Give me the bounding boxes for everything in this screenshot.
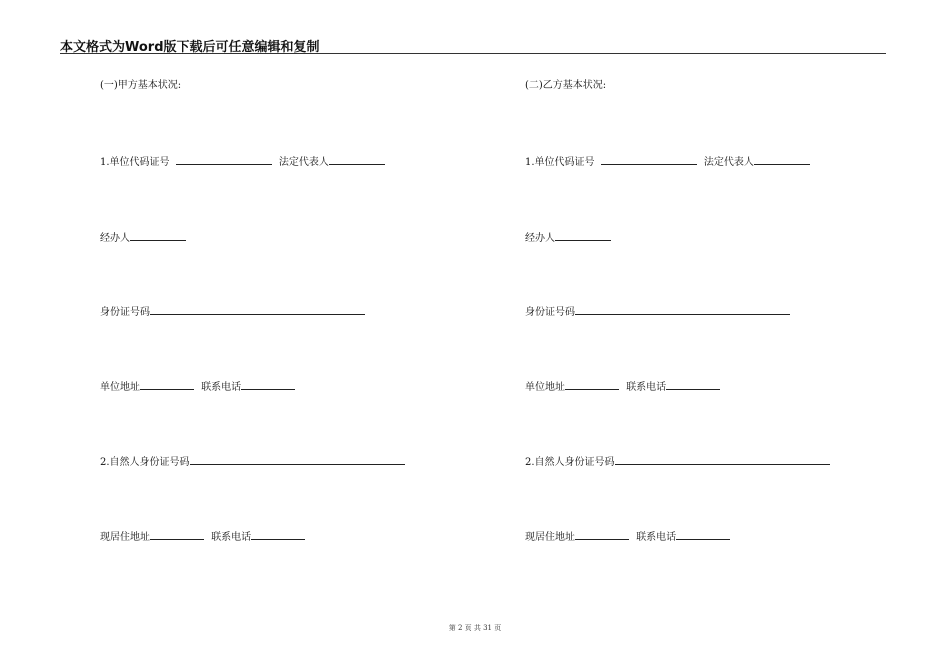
party-b-org-row — [525, 155, 810, 169]
party-b-residence-row — [525, 530, 730, 544]
party-b-phone-label: 联系电话 — [626, 382, 667, 393]
party-a-org-code-blank[interactable] — [176, 155, 272, 165]
party-b-phone-blank[interactable] — [666, 380, 720, 390]
party-b-person-id-blank[interactable] — [615, 455, 830, 465]
party-b-legal-rep-blank[interactable] — [754, 155, 810, 165]
party-b-agent-blank[interactable] — [555, 231, 611, 241]
party-a-id-row — [100, 305, 365, 319]
party-a-agent-label: 经办人 — [100, 233, 130, 244]
party-b-org-code-blank[interactable] — [601, 155, 697, 165]
party-b-id-row — [525, 305, 790, 319]
party-a-id-blank[interactable] — [150, 305, 365, 315]
party-a-agent-blank[interactable] — [130, 231, 186, 241]
party-b-residence-phone-blank[interactable] — [676, 530, 730, 540]
party-b-residence-phone-label: 联系电话 — [636, 532, 677, 543]
party-a-address-row — [100, 380, 295, 394]
party-b-address-label: 单位地址 — [525, 382, 565, 393]
party-a-legal-rep-label: 法定代表人 — [278, 157, 329, 168]
party-b-id-blank[interactable] — [575, 305, 790, 315]
page-header — [60, 36, 886, 54]
party-a-legal-rep-blank[interactable] — [329, 155, 385, 165]
party-a-person-id-row — [100, 455, 405, 469]
party-b-address-blank[interactable] — [565, 380, 619, 390]
party-a-residence-phone-blank[interactable] — [251, 530, 305, 540]
party-a-residence-phone-label: 联系电话 — [211, 532, 252, 543]
party-b-person-id-row — [525, 455, 830, 469]
party-a-id-label: 身份证号码 — [100, 307, 150, 318]
party-b-id-label: 身份证号码 — [525, 307, 575, 318]
party-b-residence-blank[interactable] — [575, 530, 629, 540]
party-b-person-id-label: 2.自然人身份证号码 — [525, 457, 615, 468]
party-a-agent-row — [100, 231, 186, 245]
party-b-heading: (二)乙方基本状况: — [525, 80, 607, 91]
party-a-residence-row — [100, 530, 305, 544]
party-a-phone-blank[interactable] — [241, 380, 295, 390]
party-b-org-code-label: 1.单位代码证号 — [525, 157, 595, 168]
party-b-residence-label: 现居住地址 — [525, 532, 575, 543]
party-a-residence-label: 现居住地址 — [100, 532, 150, 543]
party-a-phone-label: 联系电话 — [201, 382, 242, 393]
party-b-agent-row — [525, 231, 611, 245]
header-title: 本文格式为Word版下载后可任意编辑和复制 — [60, 40, 320, 55]
party-a-heading: (一)甲方基本状况: — [100, 80, 182, 91]
party-a-org-code-label: 1.单位代码证号 — [100, 157, 170, 168]
party-a-person-id-label: 2.自然人身份证号码 — [100, 457, 190, 468]
party-a-address-blank[interactable] — [140, 380, 194, 390]
party-a-residence-blank[interactable] — [150, 530, 204, 540]
party-b-address-row — [525, 380, 720, 394]
page-footer: 第 2 页 共 31 页 — [448, 624, 502, 632]
party-a-address-label: 单位地址 — [100, 382, 140, 393]
party-b-legal-rep-label: 法定代表人 — [703, 157, 754, 168]
party-a-org-row — [100, 155, 385, 169]
party-b-agent-label: 经办人 — [525, 233, 555, 244]
party-a-person-id-blank[interactable] — [190, 455, 405, 465]
